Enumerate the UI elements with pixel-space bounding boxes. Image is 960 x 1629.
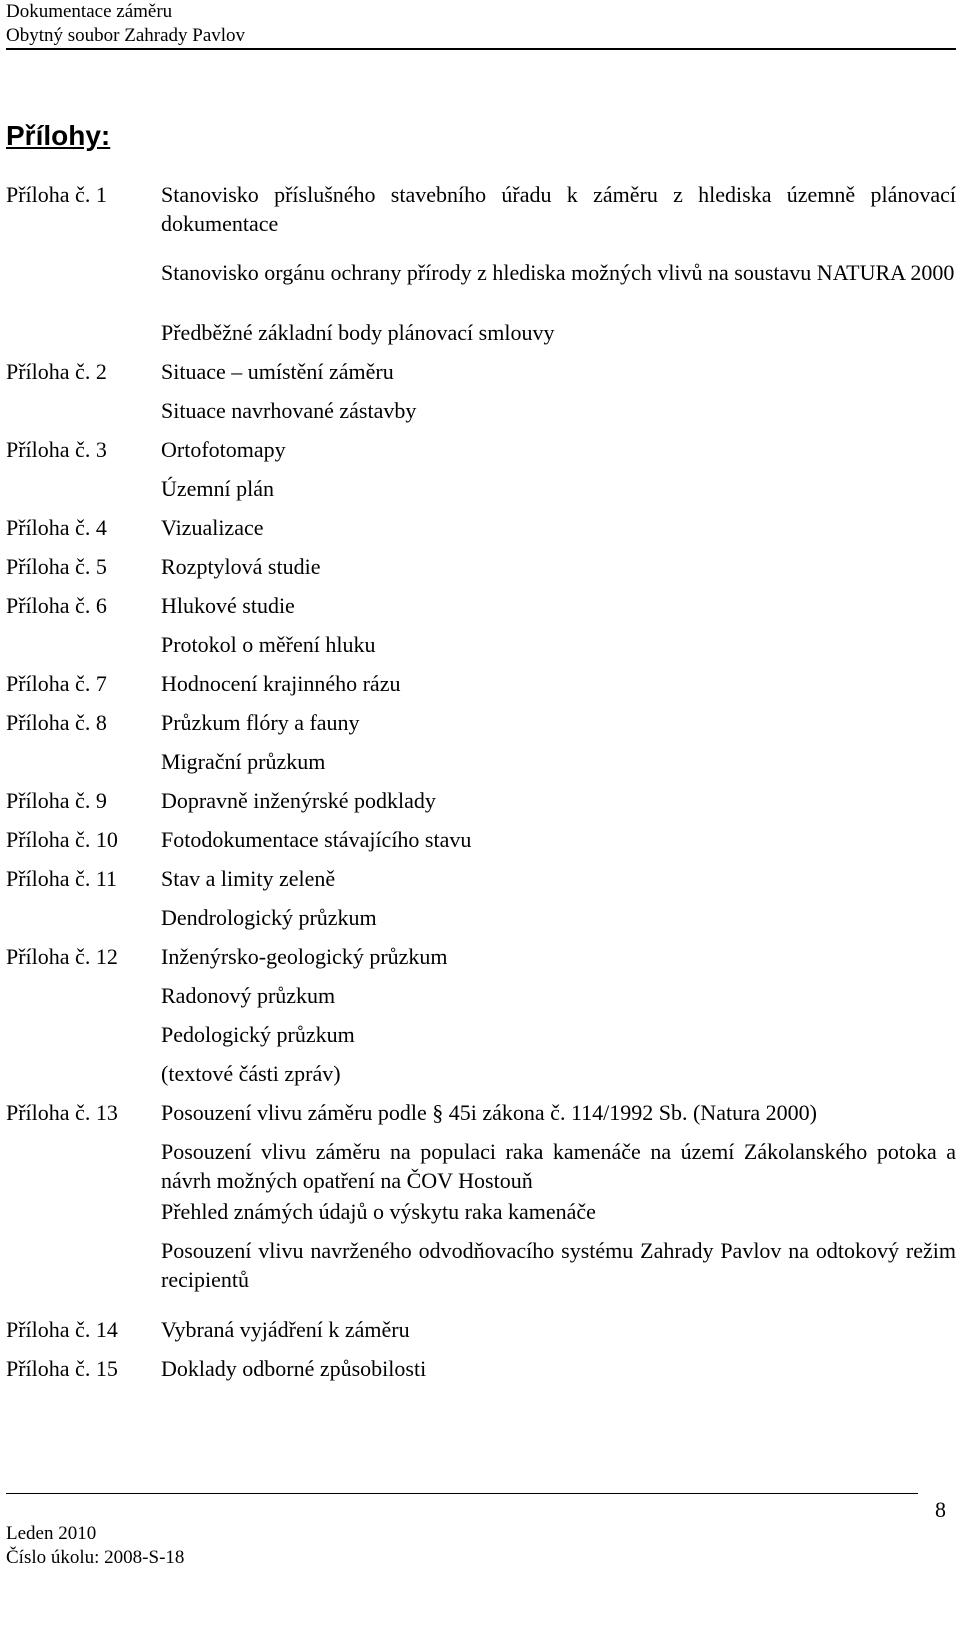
attachment-title: Radonový průzkum: [161, 983, 336, 1008]
attachment-label: Příloha č. 4: [6, 515, 107, 540]
attachment-label: Příloha č. 8: [6, 710, 107, 735]
attachment-title: Vybraná vyjádření k záměru: [161, 1317, 410, 1342]
page-number: 8: [935, 1497, 946, 1522]
header-project-name: Obytný soubor Zahrady Pavlov: [6, 25, 246, 46]
attachment-title: Posouzení vlivu záměru podle § 45i zákona č. 114/1992 Sb. (Natura 2000): [161, 1100, 817, 1125]
attachment-title: Doklady odborné způsobilosti: [161, 1356, 427, 1381]
attachment-title: Dopravně inženýrské podklady: [161, 788, 436, 813]
attachment-title: Situace navrhované zástavby: [161, 398, 417, 423]
attachment-title: Hodnocení krajinného rázu: [161, 671, 401, 696]
attachment-label: Příloha č. 13: [6, 1100, 118, 1125]
footer-divider: [6, 1493, 918, 1494]
attachment-label: Příloha č. 3: [6, 437, 107, 462]
attachment-label: Příloha č. 10: [6, 827, 118, 852]
attachment-label: Příloha č. 15: [6, 1356, 118, 1381]
attachment-label: Příloha č. 9: [6, 788, 107, 813]
attachment-title: (textové části zpráv): [161, 1061, 341, 1086]
attachment-title: Průzkum flóry a fauny: [161, 710, 360, 735]
footer-date: Leden 2010: [6, 1523, 97, 1544]
attachment-title: Přehled známých údajů o výskytu raka kamenáče: [161, 1199, 596, 1224]
attachment-title: Posouzení vlivu navrženého odvodňovacího systému Zahrady Pavlov na odtokový režim recipientů: [161, 1238, 956, 1292]
attachment-title: Situace – umístění záměru: [161, 359, 394, 384]
attachments-heading: Přílohy:: [6, 120, 111, 151]
document-footer: [6, 1522, 184, 1570]
attachment-title: Vizualizace: [161, 515, 264, 540]
attachment-title: Fotodokumentace stávajícího stavu: [161, 827, 472, 852]
attachment-label: Příloha č. 2: [6, 359, 107, 384]
attachment-title: Stanovisko orgánu ochrany přírody z hlediska možných vlivů na soustavu NATURA 2000: [161, 260, 955, 285]
attachment-title: Posouzení vlivu záměru na populaci raka kamenáče na území Zákolanského potoka a návrh možných opatření na ČOV Hostouň: [161, 1139, 956, 1193]
footer-task-number: Číslo úkolu: 2008-S-18: [6, 1547, 185, 1568]
attachment-title: Pedologický průzkum: [161, 1022, 355, 1047]
attachment-title: Územní plán: [161, 476, 275, 501]
attachment-title: Hlukové studie: [161, 593, 295, 618]
attachment-title: Ortofotomapy: [161, 437, 286, 462]
attachment-title: Migrační průzkum: [161, 749, 326, 774]
attachment-title: Inženýrsko-geologický průzkum: [161, 944, 448, 969]
header-document-type: Dokumentace záměru: [6, 1, 173, 22]
attachment-label: Příloha č. 11: [6, 866, 117, 891]
attachment-label: Příloha č. 1: [6, 182, 107, 207]
attachment-label: Příloha č. 7: [6, 671, 107, 696]
attachment-title: Stav a limity zeleně: [161, 866, 336, 891]
attachment-title: Rozptylová studie: [161, 554, 321, 579]
attachment-label: Příloha č. 5: [6, 554, 107, 579]
attachment-label: Příloha č. 14: [6, 1317, 118, 1342]
attachment-label: Příloha č. 6: [6, 593, 107, 618]
attachment-title: Stanovisko příslušného stavebního úřadu k záměru z hlediska územně plánovací dokumentace: [161, 182, 956, 236]
attachment-label: Příloha č. 12: [6, 944, 118, 969]
attachment-title: Protokol o měření hluku: [161, 632, 376, 657]
attachment-title: Předběžné základní body plánovací smlouvy: [161, 320, 555, 345]
attachment-title: Dendrologický průzkum: [161, 905, 377, 930]
document-header: [6, 0, 956, 48]
header-divider: [6, 48, 956, 50]
